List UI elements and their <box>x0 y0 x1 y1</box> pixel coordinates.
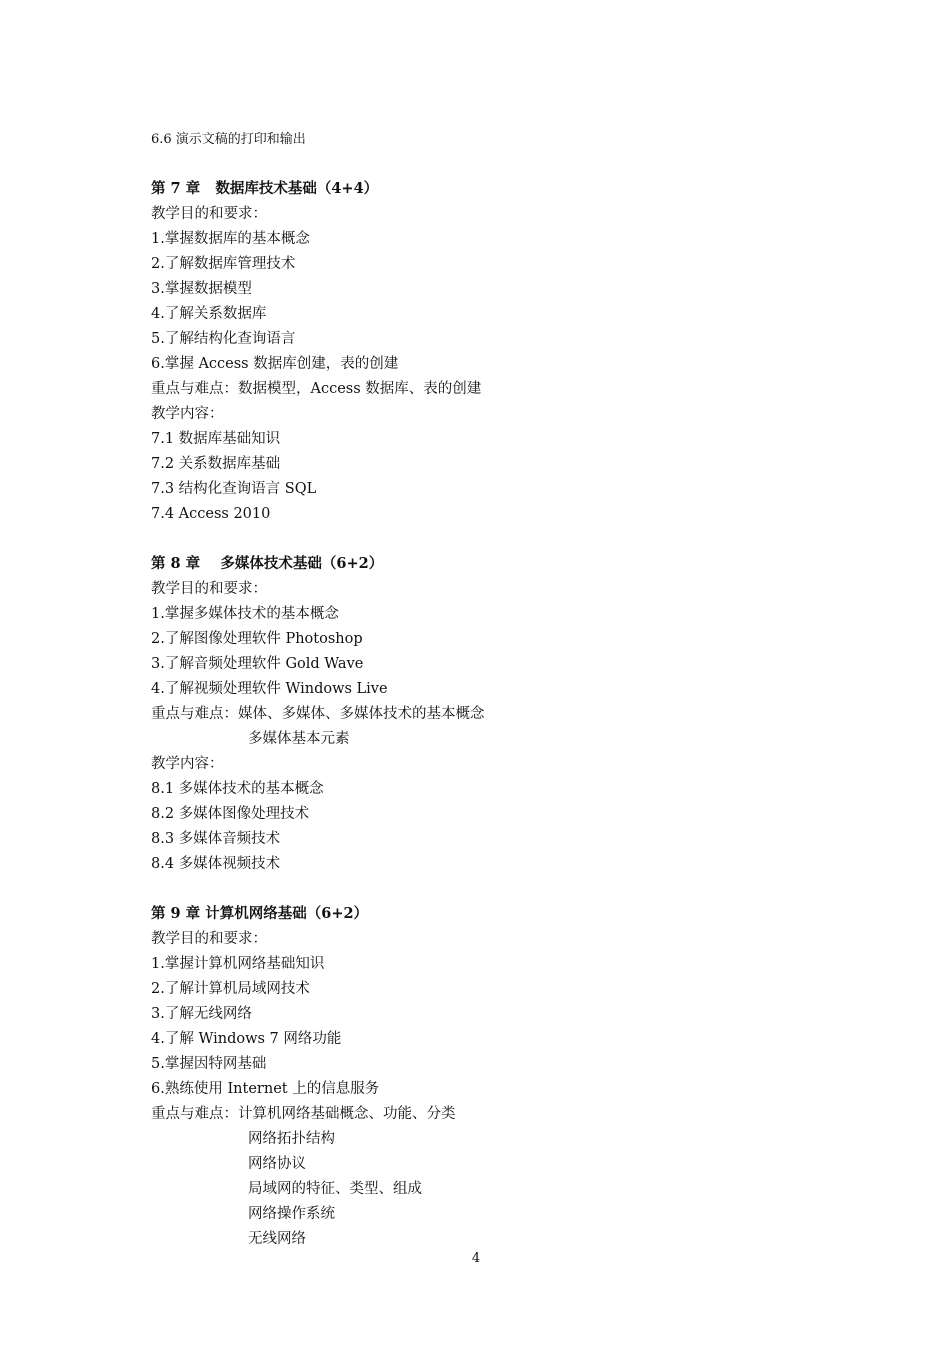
key-points-continuation: 无线网络 <box>248 1231 306 1247</box>
chapter-9-heading: 第 9 章 计算机网络基础（6+2） <box>151 905 369 922</box>
objectives-label: 教学目的和要求： <box>151 931 267 947</box>
chapter-8-heading: 第 8 章 多媒体技术基础（6+2） <box>151 555 384 572</box>
objectives-label: 教学目的和要求： <box>151 206 267 222</box>
key-points-continuation: 网络协议 <box>248 1156 306 1172</box>
key-points-continuation: 多媒体基本元素 <box>248 731 350 747</box>
content-item: 8.1 多媒体技术的基本概念 <box>151 781 324 797</box>
content-item: 8.3 多媒体音频技术 <box>151 831 281 847</box>
key-points-line: 重点与难点：媒体、多媒体、多媒体技术的基本概念 <box>151 706 485 722</box>
objective-item: 1.掌握多媒体技术的基本概念 <box>151 606 339 622</box>
content-item: 7.4 Access 2010 <box>151 506 271 522</box>
key-points-continuation: 局域网的特征、类型、组成 <box>248 1181 422 1197</box>
objective-item: 5.掌握因特网基础 <box>151 1056 267 1072</box>
objective-item: 3.了解无线网络 <box>151 1006 252 1022</box>
key-points-line: 重点与难点：计算机网络基础概念、功能、分类 <box>151 1106 456 1122</box>
content-item: 7.1 数据库基础知识 <box>151 431 281 447</box>
objective-item: 4.了解关系数据库 <box>151 306 267 322</box>
page-number: 4 <box>471 1251 481 1266</box>
objective-item: 3.了解音频处理软件 Gold Wave <box>151 656 364 672</box>
section-line: 6.6 演示文稿的打印和输出 <box>151 132 306 147</box>
content-label: 教学内容： <box>151 756 224 772</box>
content-item: 8.2 多媒体图像处理技术 <box>151 806 310 822</box>
content-item: 8.4 多媒体视频技术 <box>151 856 281 872</box>
objective-item: 2.了解图像处理软件 Photoshop <box>151 631 363 647</box>
objective-item: 4.了解 Windows 7 网络功能 <box>151 1031 342 1047</box>
objectives-label: 教学目的和要求： <box>151 581 267 597</box>
key-points-continuation: 网络拓扑结构 <box>248 1131 335 1147</box>
content-label: 教学内容： <box>151 406 224 422</box>
content-item: 7.2 关系数据库基础 <box>151 456 281 472</box>
objective-item: 3.掌握数据模型 <box>151 281 252 297</box>
objective-item: 4.了解视频处理软件 Windows Live <box>151 681 388 697</box>
content-item: 7.3 结构化查询语言 SQL <box>151 481 317 497</box>
chapter-7-heading: 第 7 章 数据库技术基础（4+4） <box>151 180 379 197</box>
objective-item: 2.了解数据库管理技术 <box>151 256 296 272</box>
objective-item: 5.了解结构化查询语言 <box>151 331 296 347</box>
objective-item: 1.掌握数据库的基本概念 <box>151 231 310 247</box>
key-points-continuation: 网络操作系统 <box>248 1206 335 1222</box>
objective-item: 6.熟练使用 Internet 上的信息服务 <box>151 1081 380 1097</box>
objective-item: 1.掌握计算机网络基础知识 <box>151 956 325 972</box>
objective-item: 2.了解计算机局域网技术 <box>151 981 310 997</box>
key-points-line: 重点与难点：数据模型，Access 数据库、表的创建 <box>151 381 482 397</box>
objective-item: 6.掌握 Access 数据库创建，表的创建 <box>151 356 399 372</box>
